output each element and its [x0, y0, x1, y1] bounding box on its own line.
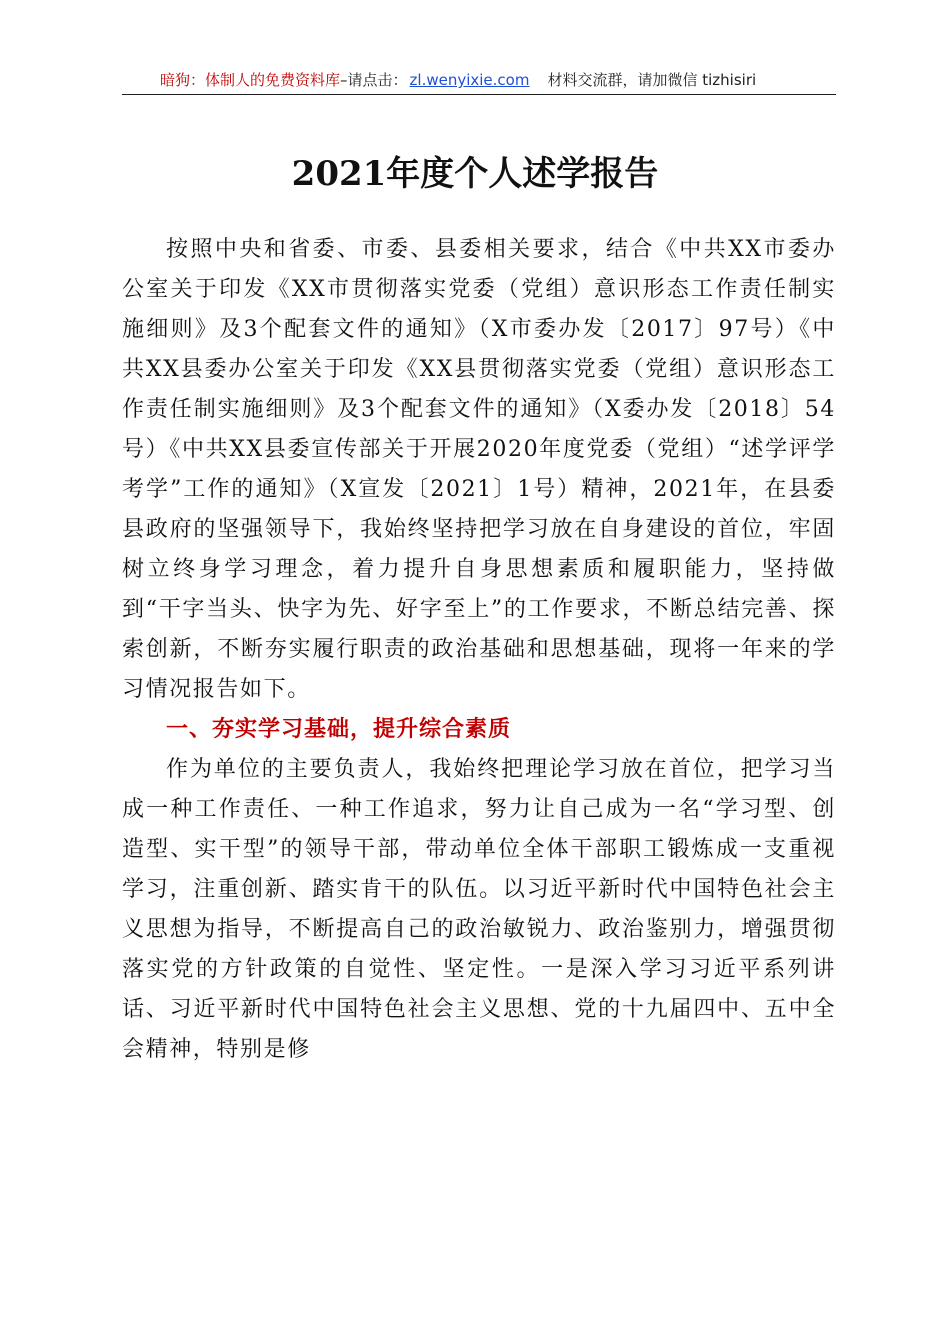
page-header — [122, 66, 836, 95]
header-wechat-note: 材料交流群，请加微信 tizhisiri — [547, 71, 757, 89]
header-link[interactable]: zl.wenyixie.com — [409, 71, 530, 89]
section-1-paragraph: 作为单位的主要负责人，我始终把理论学习放在首位，把学习当成一种工作责任、一种工作追求，努力让自己成为一名“学习型、创造型、实干型”的领导干部，带动单位全体干部职工锻炼成一支重视学习，注重创新、踏实肯干的队伍。以习近平新时代中国特色社会主义思想为指导，不断提高自己的政治敏锐力、政治鉴别力，增强贯彻落实党的方针政策的自觉性、坚定性。一是深入学习习近平系列讲话、习近平新时代中国特色社会主义思想、党的十九届四中、五中全会精神，特别是修 — [122, 757, 836, 1062]
header-click-prompt: –请点击： — [340, 71, 408, 89]
document-body — [122, 230, 836, 1070]
section-1-heading: 一、夯实学习基础，提升综合素质 — [166, 717, 512, 742]
intro-paragraph: 按照中央和省委、市委、县委相关要求，结合《中共XX市委办公室关于印发《XX市贯彻落实党委（党组）意识形态工作责任制实施细则》及3个配套文件的通知》（X市委办发〔2017〕97号）《中共XX县委办公室关于印发《XX县贯彻落实党委（党组）意识形态工作责任制实施细则》及3个配套文件的通知》（X委办发〔2018〕54号）《中共XX县委宣传部关于开展2020年度党委（党组）“述学评学考学”工作的通知》（X宣发〔2021〕1号）精神，2021年，在县委县政府的坚强领导下，我始终坚持把学习放在自身建设的首位，牢固树立终身学习理念，着力提升自身思想素质和履职能力，坚持做到“干字当头、快字为先、好字至上”的工作要求，不断总结完善、探索创新，不断夯实履行职责的政治基础和思想基础，现将一年来的学习情况报告如下。 — [122, 237, 836, 702]
document-title: 2021年度个人述学报告 — [291, 154, 659, 194]
header-brand: 暗狗：体制人的免费资料库 — [160, 71, 341, 89]
